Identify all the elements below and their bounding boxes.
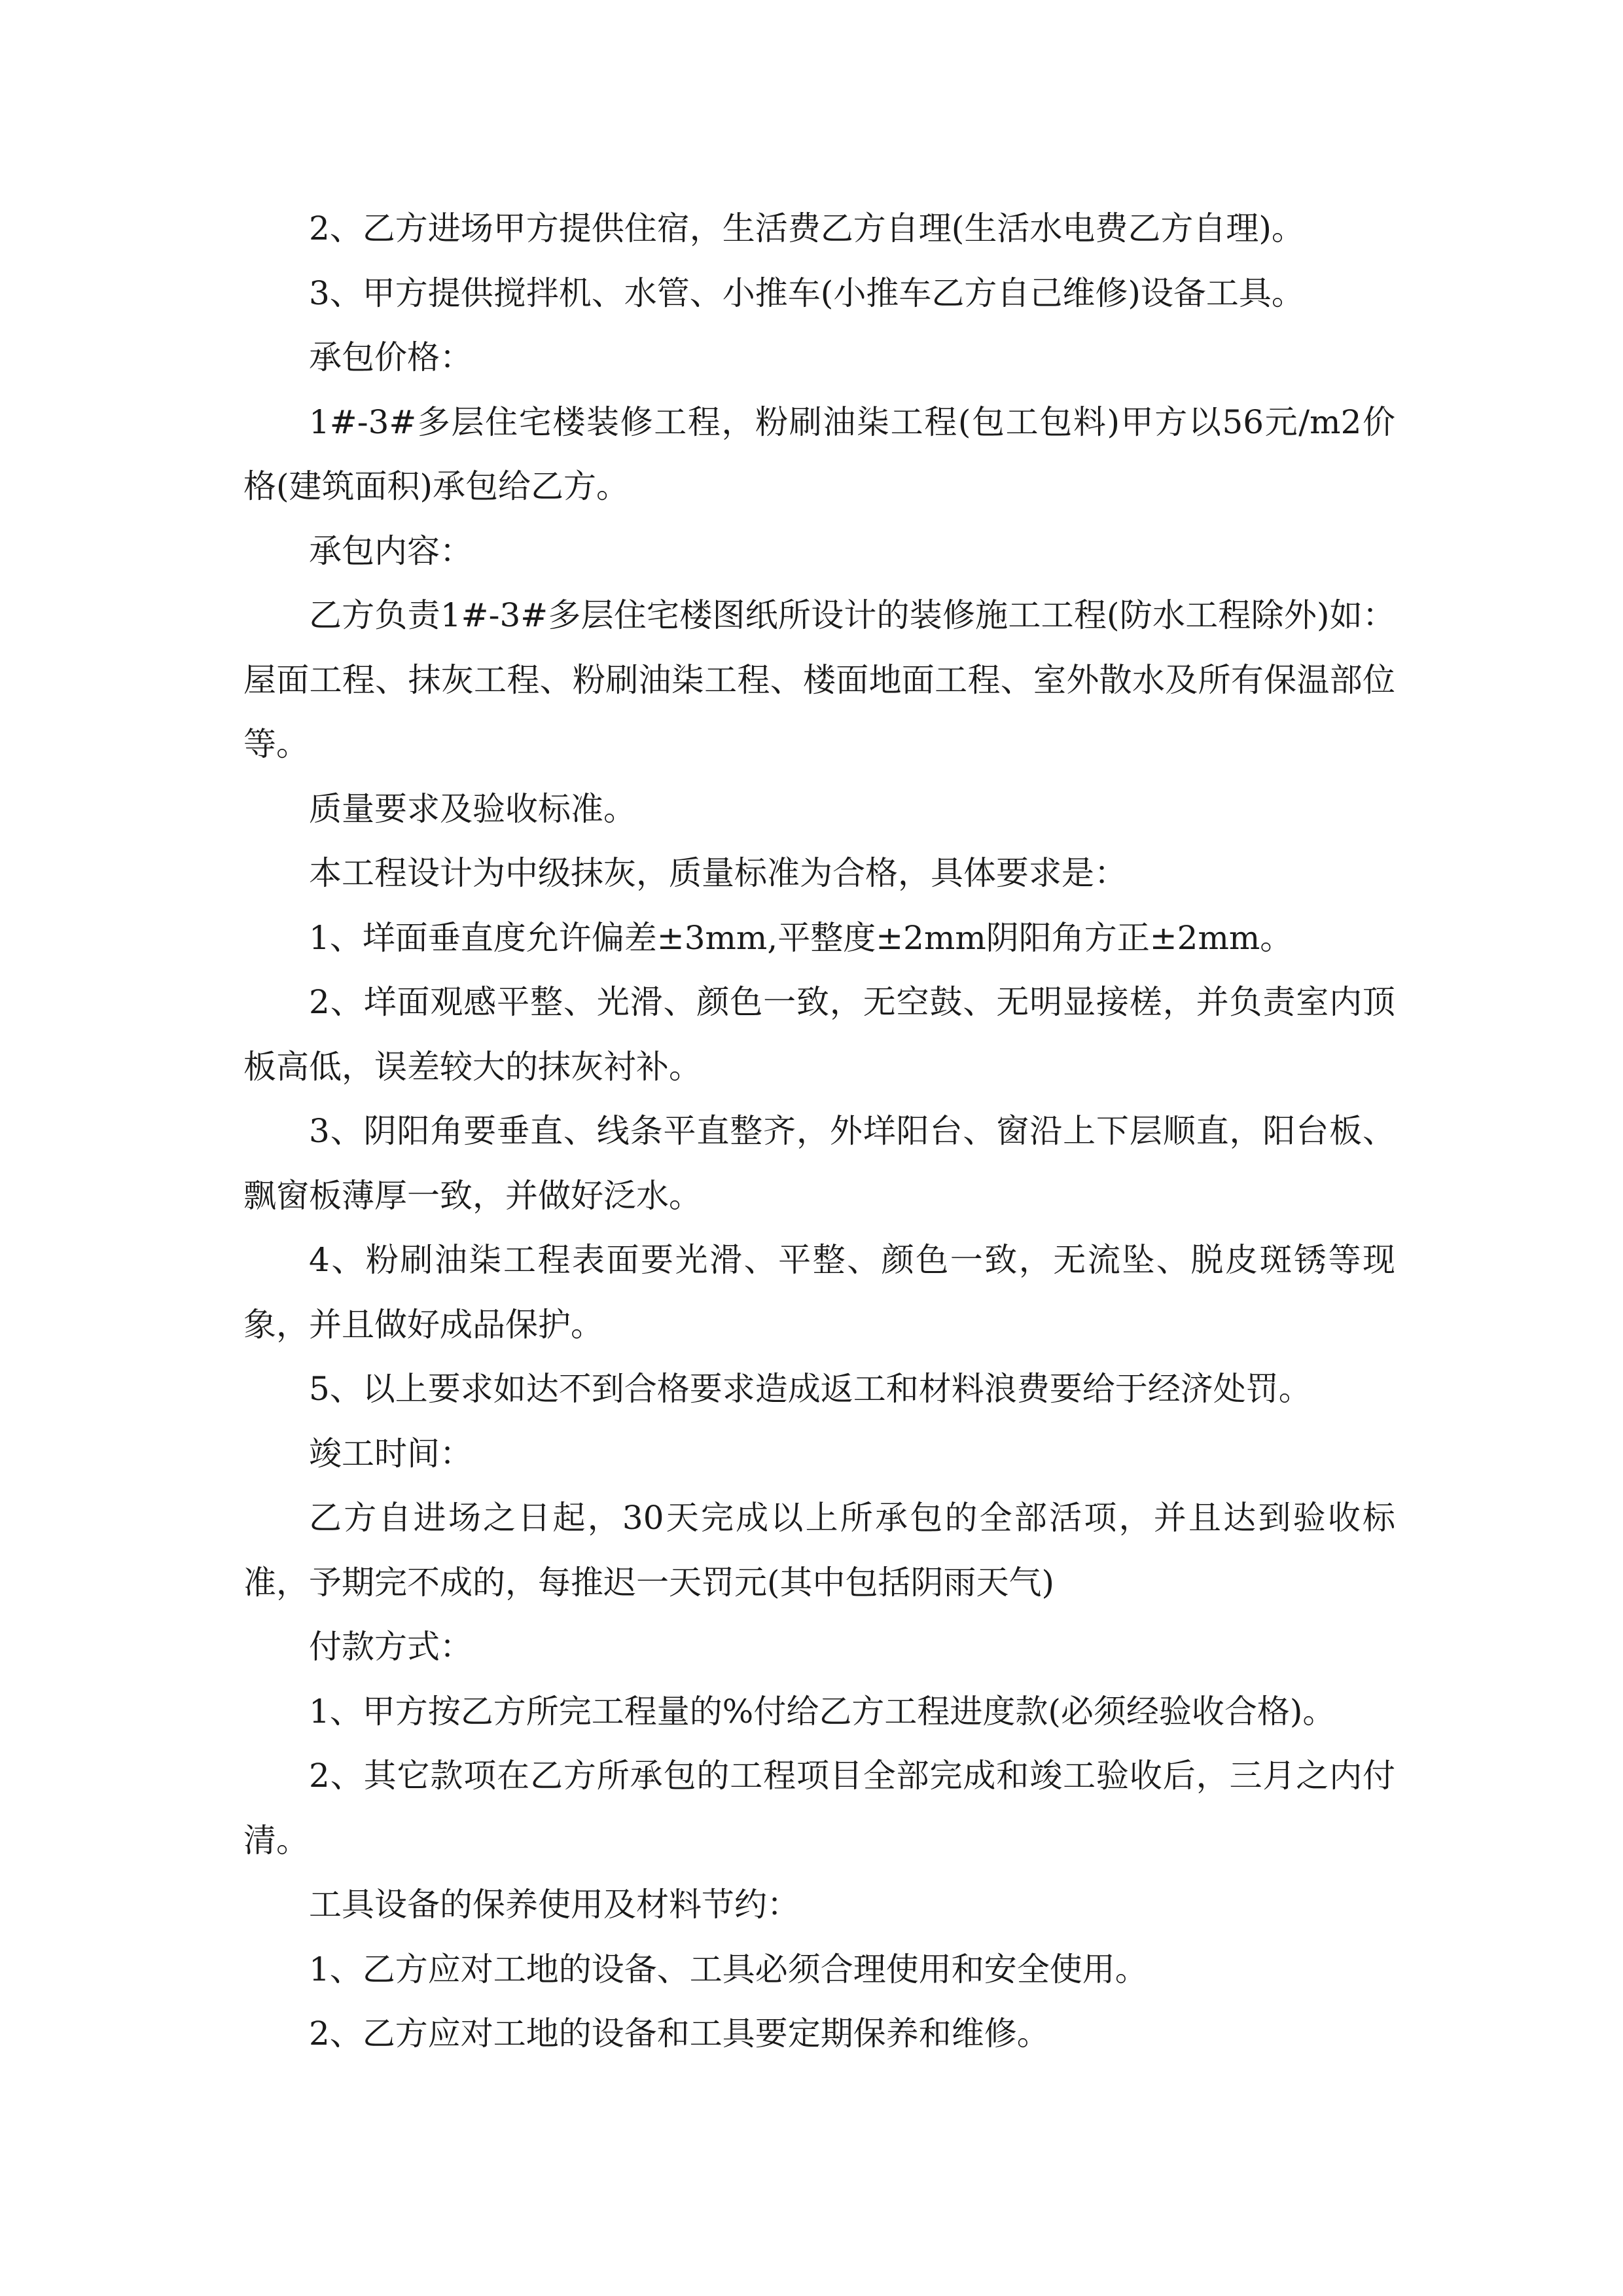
heading-tools: 工具设备的保养使用及材料节约： <box>309 1886 800 1924</box>
quality-item-1: 1、垟面垂直度允许偏差±3mm,平整度±2mm阴阳角方正±2mm。 <box>309 918 1293 957</box>
payment-item-1: 1、甲方按乙方所完工程量的%付给乙方工程进度款(必须经验收合格)。 <box>309 1692 1336 1731</box>
contract-body <box>243 196 1395 2066</box>
tools-item-2: 2、乙方应对工地的设备和工具要定期保养和维修。 <box>309 2015 1050 2053</box>
heading-contract-price: 承包价格： <box>309 338 473 376</box>
clause-equipment: 3、甲方提供搅拌机、水管、小推车(小推车乙方自己维修)设备工具。 <box>309 274 1304 312</box>
heading-contract-scope: 承包内容： <box>309 531 473 570</box>
clause-completion: 乙方自进场之日起，30天完成以上所承包的全部活项，并且达到验收标准，予期完不成的，每推迟一天罚元(其中包括阴雨天气) <box>243 1499 1395 1602</box>
quality-item-2: 2、垟面观感平整、光滑、颜色一致，无空鼓、无明显接槎，并负责室内顶板高低，误差较大的抹灰衬补。 <box>243 983 1395 1086</box>
clause-scope: 乙方负责1#-3#多层住宅楼图纸所设计的装修施工工程(防水工程除外)如：屋面工程、抹灰工程、粉刷油柒工程、楼面地面工程、室外散水及所有保温部位等。 <box>243 596 1395 763</box>
quality-item-5: 5、以上要求如达不到合格要求造成返工和材料浪费要给于经济处罚。 <box>309 1370 1311 1408</box>
clause-price: 1#-3#多层住宅楼装修工程，粉刷油柒工程(包工包料)甲方以56元/m2价格(建筑面积)承包给乙方。 <box>243 403 1395 505</box>
quality-item-4: 4、粉刷油柒工程表面要光滑、平整、颜色一致，无流坠、脱皮斑锈等现象，并且做好成品保护。 <box>243 1241 1395 1344</box>
tools-item-1: 1、乙方应对工地的设备、工具必须合理使用和安全使用。 <box>309 1950 1148 1988</box>
payment-item-2: 2、其它款项在乙方所承包的工程项目全部完成和竣工验收后，三月之内付清。 <box>243 1757 1395 1859</box>
clause-quality-intro: 本工程设计为中级抹灰，质量标准为合格，具体要求是： <box>309 854 1127 892</box>
heading-quality: 质量要求及验收标准。 <box>309 789 636 828</box>
quality-item-3: 3、阴阳角要垂直、线条平直整齐，外垟阳台、窗沿上下层顺直，阳台板、飘窗板薄厚一致，并做好泛水。 <box>243 1112 1395 1215</box>
heading-payment: 付款方式： <box>309 1628 473 1666</box>
clause-accommodation: 2、乙方进场甲方提供住宿，生活费乙方自理(生活水电费乙方自理)。 <box>309 209 1304 247</box>
heading-completion-time: 竣工时间： <box>309 1434 473 1473</box>
